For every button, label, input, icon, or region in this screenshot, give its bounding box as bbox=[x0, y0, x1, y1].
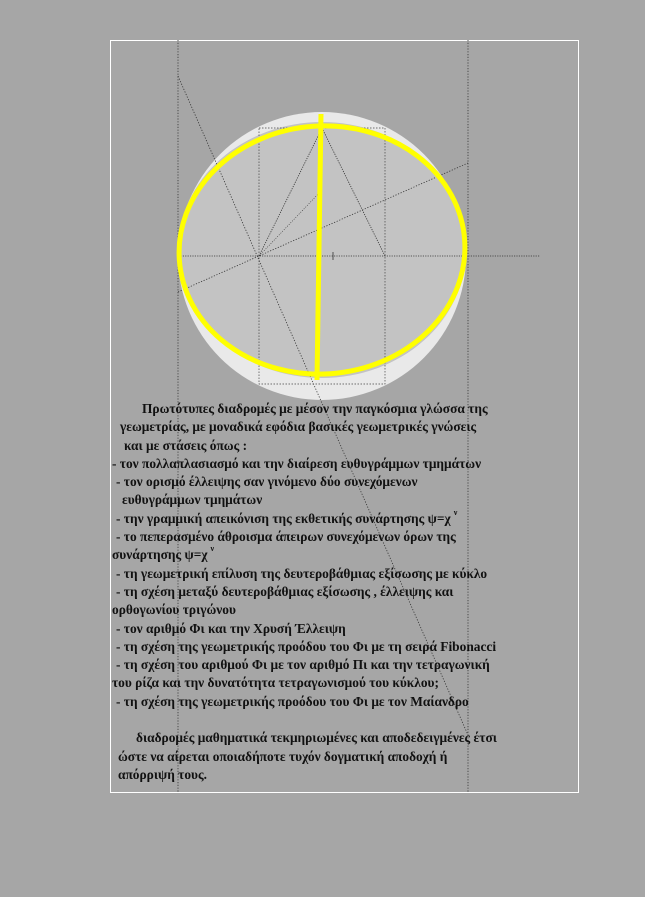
list-item: - τη σχέση της γεωμετρικής προόδου του Φι με τη σειρά Fibonacci bbox=[116, 638, 497, 654]
list-item: - τη γεωμετρική επίλυση της δευτεροβάθμιας εξίσωσης με κύκλο bbox=[116, 565, 488, 581]
list-item: - τη σχέση του αριθμού Φι με τον αριθμό Πι και την τετραγωνική bbox=[116, 657, 490, 673]
outro-line: διαδρομές μαθηματικά τεκμηριωμένες και αποδεδειγμένες έτσι bbox=[136, 730, 497, 746]
list-item-text: - την γραμμική απεικόνιση της εκθετικής συνάρτησης ψ=χ bbox=[116, 510, 451, 526]
list-item: - τη σχέση μεταξύ δευτεροβάθμιας εξίσωσης , έλλειψης και bbox=[116, 583, 454, 599]
outro-line: ώστε να αίρεται οποιαδήποτε τυχόν δογματική αποδοχή ή bbox=[118, 748, 448, 764]
list-item: - τον αριθμό Φι και την Χρυσή Έλλειψη bbox=[116, 620, 346, 636]
description-text bbox=[112, 400, 580, 784]
list-item: - τον πολλαπλασιασμό και την διαίρεση ευθυγράμμων τμημάτων bbox=[112, 455, 482, 471]
list-item: ορθογωνίου τριγώνου bbox=[112, 602, 236, 618]
list-item: - τη σχέση της γεωμετρικής προόδου του Φι με τον Μαίανδρο bbox=[116, 693, 469, 709]
list-item: - το πεπερασμένο άθροισμα άπειρων συνεχόμενων όρων της bbox=[116, 529, 456, 545]
intro-line: και με στάσεις όπως : bbox=[124, 437, 248, 453]
list-item: - την γραμμική απεικόνιση της εκθετικής συνάρτησης ψ=χ ν bbox=[116, 507, 458, 526]
list-item: του ρίζα και την δυνατότητα τετραγωνισμού του κύκλου; bbox=[112, 675, 439, 691]
list-item: - τον ορισμό έλλειψης σαν γινόμενο δύο συνεχόμενων bbox=[116, 474, 418, 490]
list-item: ευθυγράμμων τμημάτων bbox=[122, 492, 263, 508]
intro-line: Πρωτότυπες διαδρομές με μέσον την παγκόσμια γλώσσα της bbox=[142, 401, 488, 416]
outro-line: απόρριψή τους. bbox=[118, 766, 207, 782]
spacer bbox=[112, 711, 580, 729]
list-item: συνάρτησης ψ=χ ν bbox=[112, 544, 215, 563]
list-item-text: συνάρτησης ψ=χ bbox=[112, 547, 208, 563]
intro-line: γεωμετρίας, με μοναδικά εφόδια βασικές γεωμετρικές γνώσεις bbox=[120, 419, 477, 435]
